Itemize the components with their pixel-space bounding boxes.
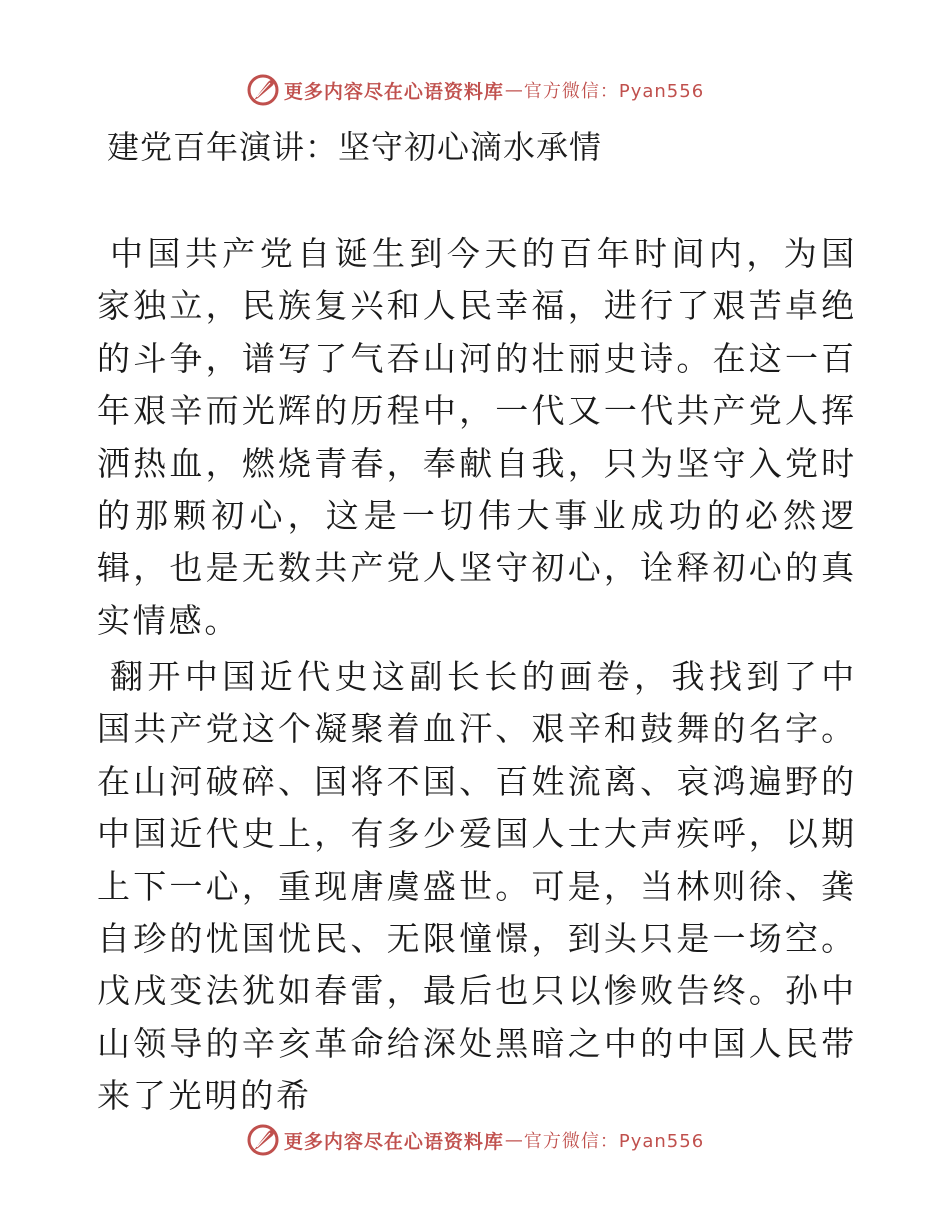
footer-separator: — [504, 1129, 523, 1151]
header-banner [0, 70, 950, 110]
header-separator: — [504, 79, 523, 101]
footer-banner [0, 1120, 950, 1160]
quill-logo-icon [246, 1123, 280, 1157]
paragraph-2: 翻开中国近代史这副长长的画卷，我找到了中国共产党这个凝聚着血汗、艰辛和鼓舞的名字。在山河破碎、国将不国、百姓流离、哀鸿遍野的中国近代史上，有多少爱国人士大声疾呼，以期上下一心，重现唐虞盛世。可是，当林则徐、龚自珍的忧国忧民、无限憧憬，到头只是一场空。戊戌变法犹如春雷，最后也只以惨败告终。孙中山领导的辛亥革命给深处黑暗之中的中国人民带来了光明的希 [97, 657, 857, 1116]
header-promo-text: 更多内容尽在心语资料库 [283, 80, 504, 103]
footer-wechat-text: 官方微信：Pyan556 [523, 1131, 705, 1152]
footer-promo-text: 更多内容尽在心语资料库 [283, 1130, 504, 1153]
document-title: 建党百年演讲：坚守初心滴水承情 [107, 128, 603, 166]
quill-logo-icon [246, 73, 280, 107]
paragraph-1: 中国共产党自诞生到今天的百年时间内，为国家独立，民族复兴和人民幸福，进行了艰苦卓绝的斗争，谱写了气吞山河的壮丽史诗。在这一百年艰辛而光辉的历程中，一代又一代共产党人挥洒热血，燃烧青春，奉献自我，只为坚守入党时的那颗初心，这是一切伟大事业成功的必然逻辑，也是无数共产党人坚守初心，诠释初心的真实情感。 [97, 234, 857, 640]
header-wechat-text: 官方微信：Pyan556 [523, 81, 705, 102]
